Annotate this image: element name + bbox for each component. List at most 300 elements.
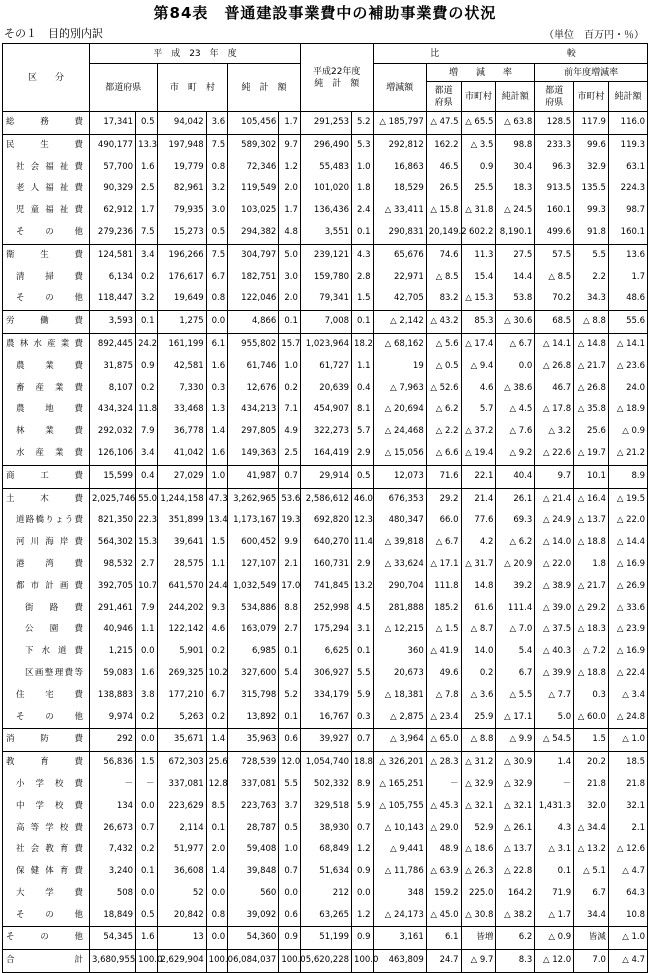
table-cell: 360	[373, 641, 426, 663]
table-cell: △ 35.8	[574, 399, 609, 421]
table-cell: 57.5	[535, 244, 574, 266]
table-cell: 304,797	[228, 244, 279, 266]
table-cell: 皆減	[574, 927, 609, 950]
header-sub-todofuken-prev: 都道 府県	[535, 82, 574, 112]
table-cell: 31,875	[90, 356, 136, 378]
table-cell: 322,273	[300, 421, 351, 443]
row-label: 街 路 費	[3, 598, 90, 620]
table-cell: 2.1	[279, 554, 301, 576]
table-cell: 71.9	[535, 883, 574, 905]
table-cell: △ 47.5	[426, 112, 461, 135]
table-cell: 7.9	[136, 598, 157, 620]
table-cell: △ 21.7	[574, 576, 609, 598]
table-cell: 0.2	[206, 641, 227, 663]
table-row	[3, 178, 648, 200]
header-zougen: 増減額	[373, 64, 426, 112]
table-cell: 3,262,965	[228, 488, 279, 510]
table-cell: 46.0	[352, 488, 374, 510]
table-cell: △ 22.6	[535, 443, 574, 465]
table-cell: 0.7	[279, 465, 301, 488]
table-cell: △ 5.1	[574, 861, 609, 883]
table-cell: 0.1	[352, 641, 374, 663]
table-cell: 913.5	[535, 178, 574, 200]
table-cell: 10.7	[136, 576, 157, 598]
table-cell: 0.2	[136, 267, 157, 289]
header-sub-junkei-prev: 純計額	[608, 82, 647, 112]
table-cell: △ 40.3	[535, 641, 574, 663]
table-cell: 337,081	[228, 774, 279, 796]
table-cell: 0.9	[136, 356, 157, 378]
table-cell: 1,431.3	[535, 796, 574, 818]
table-cell: △ 31.2	[461, 752, 496, 774]
table-cell: 69.3	[496, 510, 535, 532]
table-cell: △ 2,142	[373, 311, 426, 334]
table-cell: 61.6	[461, 598, 496, 620]
table-cell: 159.2	[426, 883, 461, 905]
row-label: 下水道費	[3, 641, 90, 663]
row-label: 総 務 費	[3, 112, 90, 135]
table-cell: △ 5.6	[426, 333, 461, 355]
table-cell: 5,901	[157, 641, 206, 663]
table-cell: △ 18,381	[373, 685, 426, 707]
table-row	[3, 421, 648, 443]
table-cell: △ 15.3	[461, 288, 496, 310]
table-cell: △ 8.7	[461, 619, 496, 641]
table-cell: 26.1	[496, 488, 535, 510]
table-cell: △ 38.6	[496, 378, 535, 400]
unit-note: （単位 百万円・％）	[544, 30, 644, 41]
table-cell: 6,985	[228, 641, 279, 663]
table-cell: 0.5	[136, 112, 157, 135]
table-cell: 6.1	[206, 333, 227, 355]
table-cell: 46.5	[426, 157, 461, 179]
table-cell: 15,599	[90, 465, 136, 488]
table-cell: △ 32.9	[496, 774, 535, 796]
table-cell: 2,114	[157, 818, 206, 840]
table-cell: 223,629	[157, 796, 206, 818]
table-row	[3, 729, 648, 752]
row-label: 河川海岸費	[3, 532, 90, 554]
row-label: 区画整理費等	[3, 663, 90, 685]
table-cell: 13.3	[136, 134, 157, 156]
table-cell: 68.5	[535, 311, 574, 334]
table-cell: 196,266	[157, 244, 206, 266]
table-cell: △ 9.2	[496, 443, 535, 465]
table-cell: 34.3	[574, 288, 609, 310]
table-row	[3, 288, 648, 310]
table-cell: 499.6	[535, 222, 574, 244]
header-zennendo: 前年度増減率	[535, 64, 648, 82]
table-cell: 63.1	[608, 157, 647, 179]
table-cell: 434,213	[228, 399, 279, 421]
table-cell: 3.2	[206, 178, 227, 200]
row-label: 畜産業費	[3, 378, 90, 400]
table-cell: 83.2	[426, 288, 461, 310]
table-cell: 6,134	[90, 267, 136, 289]
table-cell: 19	[373, 356, 426, 378]
table-cell: 164,419	[300, 443, 351, 465]
table-cell: 185.2	[426, 598, 461, 620]
table-cell: 72,346	[228, 157, 279, 179]
table-cell: 24.7	[426, 950, 461, 973]
table-cell: 62,912	[90, 200, 136, 222]
table-cell: 25.5	[461, 178, 496, 200]
table-cell: 4.2	[461, 532, 496, 554]
table-cell: 676,353	[373, 488, 426, 510]
table-cell: 1,244,158	[157, 488, 206, 510]
table-cell: 14.4	[496, 267, 535, 289]
table-cell: 0.3	[352, 707, 374, 729]
table-cell: △ 7.8	[426, 685, 461, 707]
table-cell: 11.4	[352, 532, 374, 554]
table-cell: 6.7	[574, 883, 609, 905]
table-cell: 160,731	[300, 554, 351, 576]
table-cell: 1.0	[206, 465, 227, 488]
table-cell: △ 60.0	[574, 707, 609, 729]
table-cell: △ 24.9	[535, 510, 574, 532]
table-cell: △ 1.0	[608, 927, 647, 950]
row-label: 民 生 費	[3, 134, 90, 156]
table-cell: 2.7	[136, 554, 157, 576]
table-cell: △ 39.9	[535, 663, 574, 685]
table-row	[3, 927, 648, 950]
table-cell: 99.6	[574, 134, 609, 156]
table-cell: 54,360	[228, 927, 279, 950]
table-cell: △ 13.7	[574, 510, 609, 532]
table-cell: 641,570	[157, 576, 206, 598]
table-cell: 48.9	[426, 839, 461, 861]
table-cell: △ 34.4	[574, 818, 609, 840]
table-row	[3, 883, 648, 905]
table-cell: △ 16.9	[608, 641, 647, 663]
row-label: 社会教育費	[3, 839, 90, 861]
table-cell: △ 45.3	[426, 796, 461, 818]
table-cell: △ 6.7	[496, 333, 535, 355]
table-row	[3, 774, 648, 796]
table-cell: △ 23.9	[608, 619, 647, 641]
table-cell: 2.2	[574, 267, 609, 289]
table-cell: 2.0	[206, 839, 227, 861]
table-cell: 290,704	[373, 576, 426, 598]
table-cell: 212	[300, 883, 351, 905]
table-cell: △ 8.5	[426, 267, 461, 289]
table-cell: 6,084,037	[228, 950, 279, 973]
table-cell: △ 19.4	[461, 443, 496, 465]
table-cell: 59,408	[228, 839, 279, 861]
table-row	[3, 200, 648, 222]
table-cell: 7.1	[279, 399, 301, 421]
table-cell: 0.0	[496, 356, 535, 378]
table-cell: 0.2	[279, 378, 301, 400]
table-cell: －	[136, 774, 157, 796]
row-label: 保健体育費	[3, 861, 90, 883]
table-cell: △ 33,624	[373, 554, 426, 576]
table-cell: 5,620,228	[300, 950, 351, 973]
table-cell: 602.2	[461, 222, 496, 244]
table-cell: 0.5	[206, 222, 227, 244]
table-cell: △ 3.1	[535, 839, 574, 861]
table-cell: 0.2	[136, 378, 157, 400]
table-row	[3, 510, 648, 532]
table-cell: 20,673	[373, 663, 426, 685]
table-cell: 3.7	[279, 796, 301, 818]
table-cell: △ 6.2	[496, 532, 535, 554]
table-cell: 3,680,955	[90, 950, 136, 973]
table-cell: 77.6	[461, 510, 496, 532]
row-label: そ の 他	[3, 905, 90, 927]
table-cell: 1.6	[206, 356, 227, 378]
row-label: 大 学 費	[3, 883, 90, 905]
header-heisei23: 平 成 23 年 度	[90, 44, 301, 64]
table-cell: 3.4	[136, 244, 157, 266]
table-cell: 3.2	[136, 288, 157, 310]
table-cell: 0.9	[352, 927, 374, 950]
table-cell: 122,046	[228, 288, 279, 310]
table-cell: 71.6	[426, 465, 461, 488]
table-cell: 101,020	[300, 178, 351, 200]
table-cell: 281,888	[373, 598, 426, 620]
table-cell: 41,042	[157, 443, 206, 465]
table-cell: △ 33,411	[373, 200, 426, 222]
table-cell: 294,382	[228, 222, 279, 244]
table-cell: 0.2	[136, 839, 157, 861]
table-row	[3, 818, 648, 840]
table-cell: △ 1.7	[535, 905, 574, 927]
table-cell: 25.6	[574, 421, 609, 443]
subsidy-table	[2, 43, 648, 973]
table-cell: △ 30.8	[461, 905, 496, 927]
table-cell: －	[90, 774, 136, 796]
table-cell: △ 4.7	[608, 861, 647, 883]
row-label: 衛 生 費	[3, 244, 90, 266]
table-cell: △ 6.7	[426, 532, 461, 554]
table-cell: 117.9	[574, 112, 609, 135]
table-cell: 13.6	[608, 244, 647, 266]
table-cell: △ 37.5	[535, 619, 574, 641]
table-cell: △ 3.6	[461, 685, 496, 707]
row-label: 港 湾 費	[3, 554, 90, 576]
table-cell: 2.7	[279, 619, 301, 641]
table-cell: △ 3.2	[535, 421, 574, 443]
table-row	[3, 619, 648, 641]
table-cell: 9.3	[206, 598, 227, 620]
table-cell: 28,575	[157, 554, 206, 576]
table-cell: 90,329	[90, 178, 136, 200]
table-cell: 291,461	[90, 598, 136, 620]
table-cell: △ 2,875	[373, 707, 426, 729]
table-cell: 27.5	[496, 244, 535, 266]
table-cell: 10.1	[574, 465, 609, 488]
table-cell: 2.0	[279, 178, 301, 200]
row-label: 中学校費	[3, 796, 90, 818]
table-cell: 61,746	[228, 356, 279, 378]
table-row	[3, 685, 648, 707]
table-cell: 21.8	[574, 774, 609, 796]
table-cell: 33,468	[157, 399, 206, 421]
table-cell: △ 22.4	[608, 663, 647, 685]
table-cell: △ 3.5	[461, 134, 496, 156]
row-label: 清 掃 費	[3, 267, 90, 289]
table-cell: 36,778	[157, 421, 206, 443]
table-cell: △ 165,251	[373, 774, 426, 796]
table-cell: 52	[157, 883, 206, 905]
table-cell: 12.8	[206, 774, 227, 796]
table-cell: 741,845	[300, 576, 351, 598]
table-cell: 351,899	[157, 510, 206, 532]
table-row	[3, 488, 648, 510]
table-cell: △ 33.6	[608, 598, 647, 620]
table-cell: △ 30.6	[496, 311, 535, 334]
table-cell: 8.9	[608, 465, 647, 488]
table-cell: △ 38.9	[535, 576, 574, 598]
table-cell: △ 9.4	[461, 356, 496, 378]
table-cell: 7,432	[90, 839, 136, 861]
table-cell: 9.7	[279, 134, 301, 156]
table-cell: 7.9	[136, 421, 157, 443]
table-row	[3, 752, 648, 774]
table-row	[3, 399, 648, 421]
header-kaku: 較	[496, 44, 648, 64]
table-cell: 55.0	[136, 488, 157, 510]
table-cell: △ 30.9	[496, 752, 535, 774]
table-cell: 2,629,904	[157, 950, 206, 973]
table-cell: 1.2	[352, 839, 374, 861]
table-row	[3, 222, 648, 244]
table-cell: 40,946	[90, 619, 136, 641]
table-cell: 32.0	[574, 796, 609, 818]
table-cell: 160.1	[608, 222, 647, 244]
table-cell: 2.0	[279, 288, 301, 310]
table-cell: 1.3	[206, 399, 227, 421]
table-cell: △ 43.2	[426, 311, 461, 334]
table-cell: 70.2	[535, 288, 574, 310]
table-cell: 13,892	[228, 707, 279, 729]
table-cell: 4.5	[352, 598, 374, 620]
table-cell: 103,025	[228, 200, 279, 222]
table-cell: 292,032	[90, 421, 136, 443]
table-cell: △ 6.2	[426, 399, 461, 421]
row-label: 消 防 費	[3, 729, 90, 752]
table-cell: △ 19.7	[574, 443, 609, 465]
table-row	[3, 532, 648, 554]
table-cell: △ 7.2	[574, 641, 609, 663]
table-cell: 61,727	[300, 356, 351, 378]
table-cell: 99.3	[574, 200, 609, 222]
table-cell: 3,240	[90, 861, 136, 883]
table-cell: 0.1	[352, 311, 374, 334]
table-cell: 177,210	[157, 685, 206, 707]
table-cell: 27,029	[157, 465, 206, 488]
table-cell: △ 45.0	[426, 905, 461, 927]
table-row	[3, 134, 648, 156]
table-cell: △ 41.9	[426, 641, 461, 663]
table-cell: 85.3	[461, 311, 496, 334]
table-cell: 36,608	[157, 861, 206, 883]
table-cell: 5.7	[461, 399, 496, 421]
table-cell: △ 7.0	[496, 619, 535, 641]
header-heisei22: 平成22年度 純 計 額	[300, 44, 373, 112]
row-label: 小学校費	[3, 774, 90, 796]
table-cell: 32.9	[574, 157, 609, 179]
table-cell: △ 18.6	[461, 839, 496, 861]
table-cell: 0.0	[206, 311, 227, 334]
table-cell: 127,107	[228, 554, 279, 576]
table-cell: 480,347	[373, 510, 426, 532]
table-cell: 100.0	[352, 950, 374, 973]
table-cell: 22.1	[461, 465, 496, 488]
table-cell: 233.3	[535, 134, 574, 156]
table-cell: 175,294	[300, 619, 351, 641]
table-cell: 17,341	[90, 112, 136, 135]
table-cell: 4.8	[279, 222, 301, 244]
table-cell: 5.5	[279, 774, 301, 796]
table-cell: △ 4.7	[608, 950, 647, 973]
table-cell: 82,961	[157, 178, 206, 200]
table-cell: 163,079	[228, 619, 279, 641]
table-cell: 1.4	[206, 729, 227, 752]
table-cell: 1.0	[279, 839, 301, 861]
table-cell: 4.3	[535, 818, 574, 840]
table-cell: 0.0	[352, 883, 374, 905]
table-cell: 53.8	[496, 288, 535, 310]
row-label: 林 業 費	[3, 421, 90, 443]
table-cell: 0.9	[461, 157, 496, 179]
table-cell: 2.5	[136, 178, 157, 200]
table-cell: 18.8	[352, 752, 374, 774]
row-label: 都市計画費	[3, 576, 90, 598]
table-cell: △ 29.0	[426, 818, 461, 840]
table-cell: 65,676	[373, 244, 426, 266]
table-cell: 16,863	[373, 157, 426, 179]
table-cell: △ 31.7	[461, 554, 496, 576]
table-cell: 34.4	[574, 905, 609, 927]
table-cell: △ 9.9	[496, 729, 535, 752]
table-cell: 0.5	[136, 905, 157, 927]
table-cell: 15.7	[279, 333, 301, 355]
table-row	[3, 663, 648, 685]
table-cell: 1.5	[136, 752, 157, 774]
table-cell: △ 39.0	[535, 598, 574, 620]
table-cell: 0.2	[206, 707, 227, 729]
header-sub-todofuken: 都道 府県	[426, 82, 461, 112]
table-cell: △ 23.4	[426, 707, 461, 729]
table-cell: 26.5	[426, 178, 461, 200]
table-cell: 39.2	[496, 576, 535, 598]
table-cell: 20,149.2	[426, 222, 461, 244]
table-cell: 2.8	[352, 267, 374, 289]
table-cell: 728,539	[228, 752, 279, 774]
table-cell: 1.1	[352, 356, 374, 378]
table-cell: 118,447	[90, 288, 136, 310]
table-cell: 0.8	[206, 157, 227, 179]
table-cell: 8.5	[206, 796, 227, 818]
table-cell: 1,275	[157, 311, 206, 334]
table-cell: 18.2	[352, 333, 374, 355]
header-todofuken: 都道府県	[90, 64, 158, 112]
table-cell: 96.3	[535, 157, 574, 179]
table-cell: 35,963	[228, 729, 279, 752]
table-cell: 3.1	[352, 619, 374, 641]
table-cell: 2.9	[352, 443, 374, 465]
table-cell: △ 3,964	[373, 729, 426, 752]
table-cell: 640,270	[300, 532, 351, 554]
table-cell: △ 10,143	[373, 818, 426, 840]
table-cell: 0.0	[136, 641, 157, 663]
table-cell: △ 18.8	[574, 663, 609, 685]
table-cell: 269,325	[157, 663, 206, 685]
table-cell: 164.2	[496, 883, 535, 905]
table-cell: △ 24,173	[373, 905, 426, 927]
